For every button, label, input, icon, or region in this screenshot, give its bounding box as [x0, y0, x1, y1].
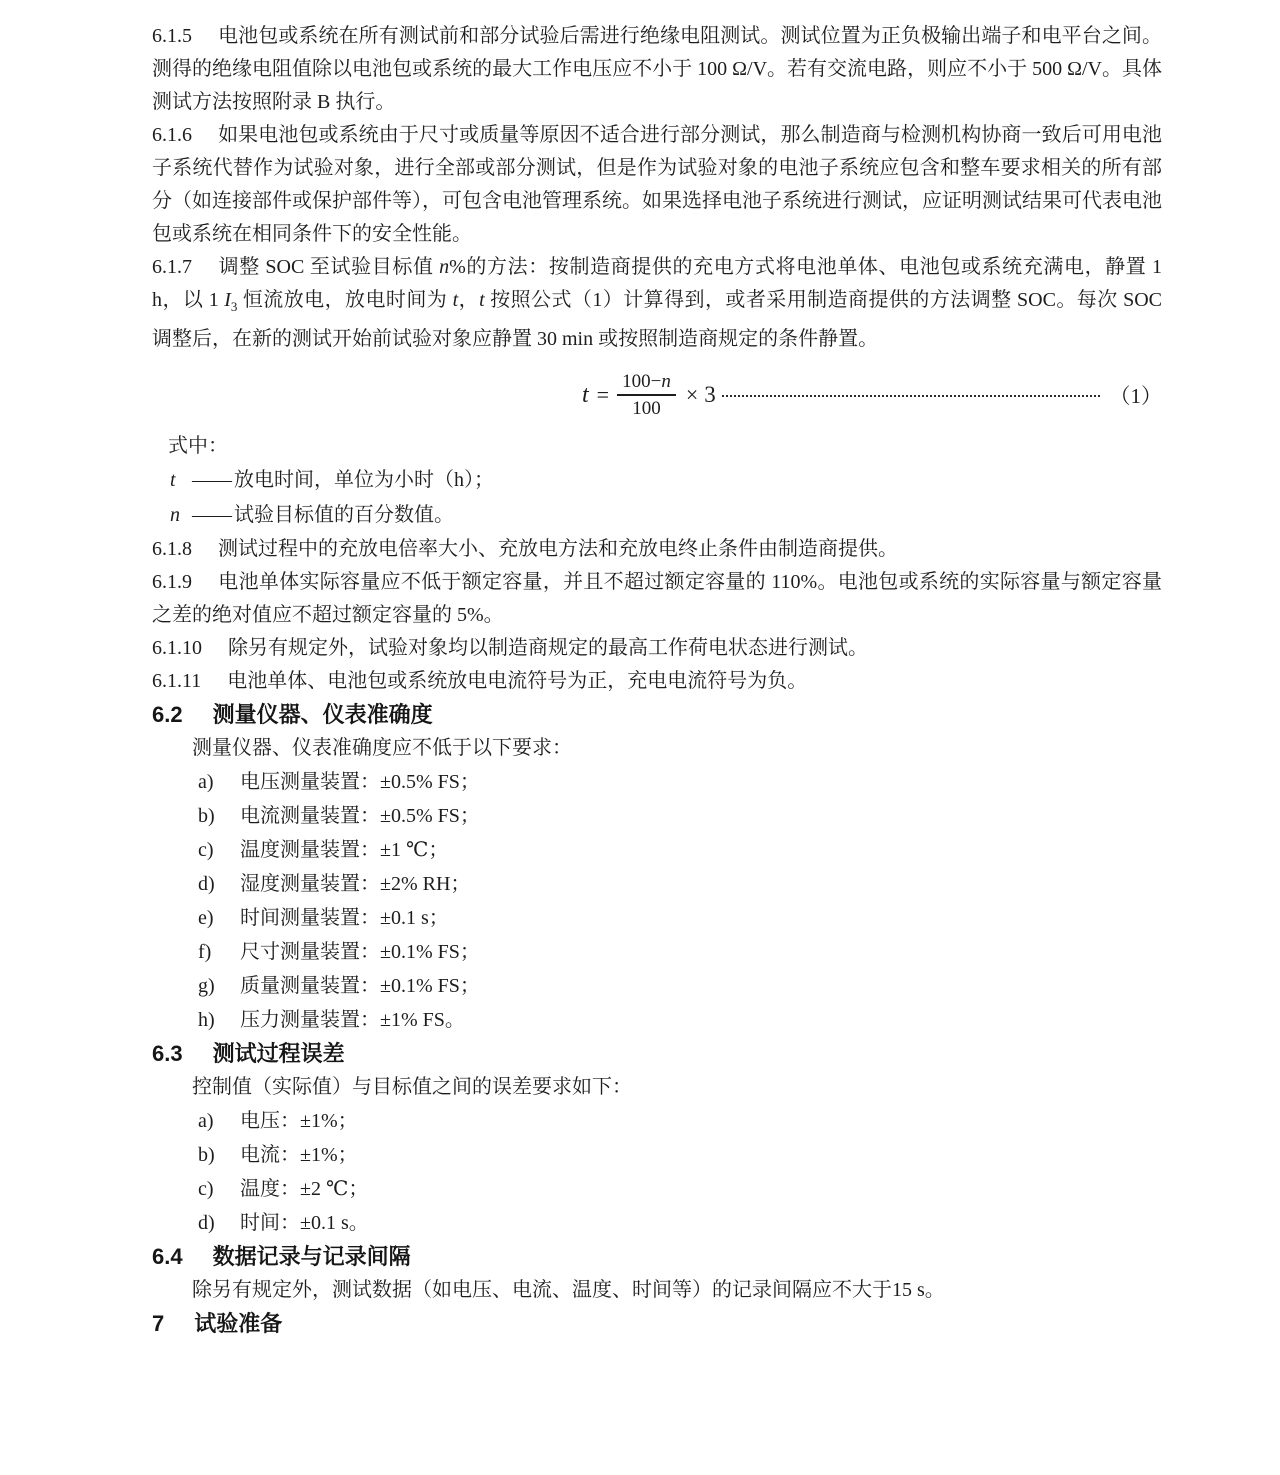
list-item-label: d) — [198, 1212, 215, 1234]
section-6-2-intro: 测量仪器、仪表准确度应不低于以下要求： — [192, 737, 572, 759]
clause-text: 除另有规定外，试验对象均以制造商规定的最高工作荷电状态进行测试。 — [228, 637, 868, 659]
clause-text: 测试过程中的充放电倍率大小、充放电方法和充放电终止条件由制造商提供。 — [218, 538, 898, 560]
list-item-label: c) — [198, 1178, 214, 1200]
list-item — [152, 833, 1162, 867]
list-item-text: 时间测量装置：±0.1 s； — [240, 907, 449, 929]
formula-factor: 3 — [704, 382, 716, 407]
heading-number: 7 — [152, 1311, 165, 1336]
fraction-denominator: 100 — [632, 398, 661, 419]
definition-list — [152, 463, 1162, 533]
clause-paragraph — [152, 20, 1162, 119]
clause-number: 6.1.7 — [152, 256, 192, 278]
definition-desc: 放电时间，单位为小时（h）； — [234, 469, 494, 491]
heading-number: 6.2 — [152, 702, 183, 727]
clause-group-2 — [152, 533, 1162, 698]
heading-number: 6.4 — [152, 1244, 183, 1269]
clause-text: 电池包或系统在所有测试前和部分试验后需进行绝缘电阻测试。测试位置为正负极输出端子和电平台之间。测得的绝缘电阻值除以电池包或系统的最大工作电压应不小于 100 Ω/V。若有交流电路，则应不小于 500 Ω/V。具体测试方法按照附录 B 执行。 — [152, 25, 1162, 113]
list-item-label: a) — [198, 771, 214, 793]
section-heading-7 — [152, 1307, 1162, 1341]
list-item — [152, 799, 1162, 833]
clause-group-1 — [152, 20, 1162, 356]
list-item-label: e) — [198, 907, 214, 929]
list-item — [152, 901, 1162, 935]
clause-paragraph — [152, 533, 1162, 566]
list-item-text: 电压测量装置：±0.5% FS； — [240, 771, 480, 793]
list-item — [152, 1104, 1162, 1138]
dotted-leader — [722, 395, 1100, 397]
list-item-label: c) — [198, 839, 214, 861]
list-item — [152, 1172, 1162, 1206]
list-item-text: 电流：±1%； — [240, 1144, 358, 1166]
formula-number: （1） — [1109, 384, 1162, 408]
heading-title: 数据记录与记录间隔 — [212, 1244, 411, 1269]
formula-times: × — [685, 382, 699, 407]
list-item-text: 时间：±0.1 s。 — [240, 1212, 369, 1234]
list-item-text: 质量测量装置：±0.1% FS； — [240, 975, 480, 997]
list-item-text: 电压：±1%； — [240, 1110, 358, 1132]
clause-paragraph — [152, 566, 1162, 632]
list-item-label: b) — [198, 1144, 215, 1166]
heading-number: 6.3 — [152, 1041, 183, 1066]
list-item — [152, 1138, 1162, 1172]
clause-number: 6.1.5 — [152, 25, 192, 47]
section-6-4-body: 除另有规定外，测试数据（如电压、电流、温度、时间等）的记录间隔应不大于15 s。 — [192, 1279, 945, 1301]
definition-symbol: t — [170, 469, 176, 491]
definition-symbol: n — [170, 504, 180, 526]
clause-number: 6.1.6 — [152, 124, 192, 146]
section-6-3-intro: 控制值（实际值）与目标值之间的误差要求如下： — [192, 1076, 632, 1098]
list-item-text: 压力测量装置：±1% FS。 — [240, 1009, 465, 1031]
list-item — [152, 867, 1162, 901]
list-item-text: 湿度测量装置：±2% RH； — [240, 873, 471, 895]
tolerance-list — [152, 1104, 1162, 1240]
clause-paragraph — [152, 119, 1162, 251]
where-label: 式中： — [168, 435, 228, 457]
list-item — [152, 765, 1162, 799]
clause-text: 电池单体、电池包或系统放电电流符号为正，充电电流符号为负。 — [227, 670, 808, 692]
clause-paragraph — [152, 251, 1162, 356]
list-item-label: b) — [198, 805, 215, 827]
list-item-label: a) — [198, 1110, 214, 1132]
section-heading-6-4 — [152, 1240, 1162, 1274]
list-item — [152, 1003, 1162, 1037]
list-item-text: 温度：±2 ℃； — [240, 1178, 369, 1200]
formula-lhs: t — [582, 381, 589, 408]
definition-dash: —— — [192, 504, 232, 526]
list-item-label: f) — [198, 941, 212, 963]
accuracy-list — [152, 765, 1162, 1037]
definition-desc: 试验目标值的百分数值。 — [234, 504, 454, 526]
clause-text: 电池单体实际容量应不低于额定容量，并且不超过额定容量的 110%。电池包或系统的实际容量与额定容量之差的绝对值应不超过额定容量的 5%。 — [152, 571, 1162, 626]
list-item — [152, 1206, 1162, 1240]
list-item-label: h) — [198, 1009, 215, 1031]
definition-item — [152, 463, 1162, 498]
list-item — [152, 935, 1162, 969]
heading-title: 试验准备 — [194, 1311, 283, 1336]
formula-fraction — [617, 370, 676, 420]
clause-number: 6.1.8 — [152, 538, 192, 560]
clause-number: 6.1.9 — [152, 571, 192, 593]
clause-number: 6.1.11 — [152, 670, 202, 692]
clause-number: 6.1.10 — [152, 637, 202, 659]
list-item-label: g) — [198, 975, 215, 997]
list-item-text: 尺寸测量装置：±0.1% FS； — [240, 941, 480, 963]
formula-1 — [152, 370, 1162, 420]
section-heading-6-2 — [152, 698, 1162, 732]
list-item-text: 电流测量装置：±0.5% FS； — [240, 805, 480, 827]
list-item-text: 温度测量装置：±1 ℃； — [240, 839, 449, 861]
heading-title: 测试过程误差 — [212, 1041, 345, 1066]
list-item — [152, 969, 1162, 1003]
definition-dash: —— — [192, 469, 232, 491]
formula-equals: = — [596, 382, 610, 407]
list-item-label: d) — [198, 873, 215, 895]
fraction-numerator: 100−n — [617, 370, 676, 396]
section-heading-6-3 — [152, 1037, 1162, 1071]
clause-text: 如果电池包或系统由于尺寸或质量等原因不适合进行部分测试，那么制造商与检测机构协商一致后可用电池子系统代替作为试验对象，进行全部或部分测试，但是作为试验对象的电池子系统应包含和整车要求相关的所有部分（如连接部件或保护部件等），可包含电池管理系统。如果选择电池子系统进行测试，应证明测试结果可代表电池包或系统在相同条件下的安全性能。 — [152, 124, 1162, 245]
clause-paragraph — [152, 665, 1162, 698]
clause-paragraph — [152, 632, 1162, 665]
clause-text: 调整 SOC 至试验目标值 n%的方法：按制造商提供的充电方式将电池单体、电池包或系统充满电，静置 1 h，以 1 $I_3$ 恒流放电，放电时间为 t，t 按照公式（1）计算得到，或者采用制造商提供的方法调整 SOC。每次 SOC 调整后，在新的测试开始前试验对象应静置 30 min 或按照制造商规定的条件静置。 — [152, 256, 1163, 350]
definition-item — [152, 498, 1162, 533]
heading-title: 测量仪器、仪表准确度 — [212, 702, 433, 727]
